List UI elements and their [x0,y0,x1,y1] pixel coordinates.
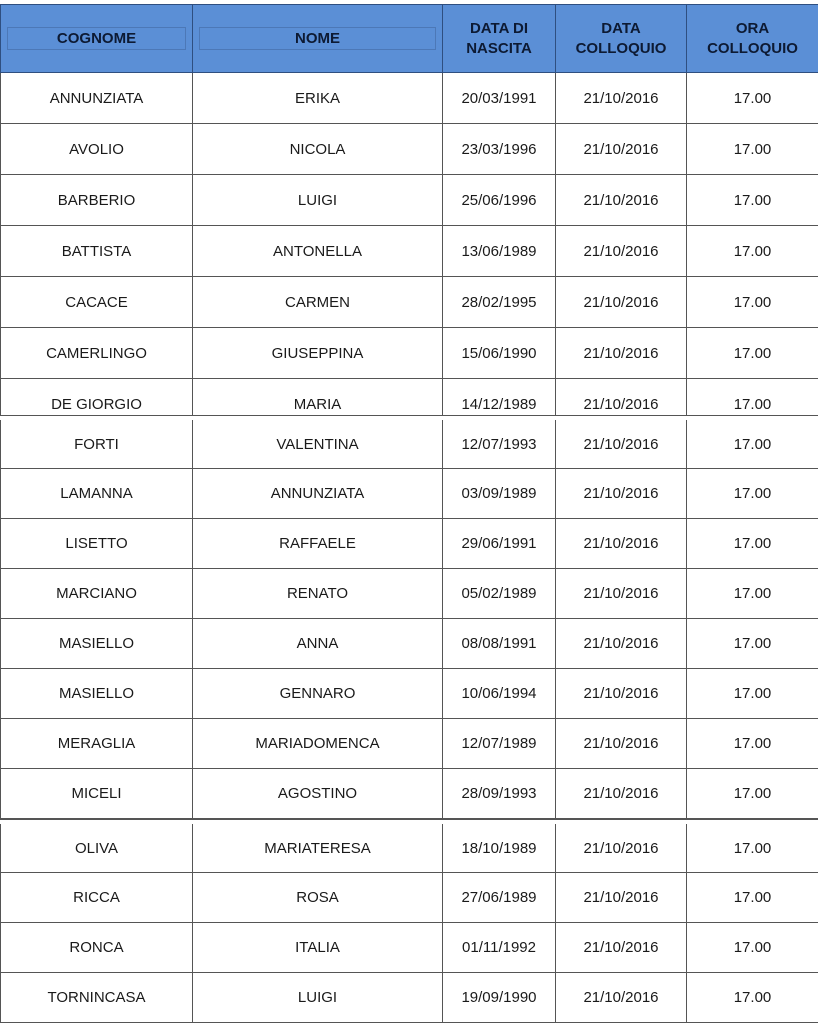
cell-data-nascita: 18/10/1989 [443,824,556,873]
cell-nome: VALENTINA [193,420,443,469]
table-header [0,4,818,73]
table-row [0,519,818,569]
cell-nome: ANTONELLA [193,226,443,277]
table-row [0,719,818,769]
cell-data-colloquio: 21/10/2016 [556,769,687,819]
cell-ora-colloquio: 17.00 [687,328,818,379]
cell-data-colloquio: 21/10/2016 [556,469,687,519]
cell-data-nascita: 03/09/1989 [443,469,556,519]
cell-ora-colloquio: 17.00 [687,175,818,226]
cell-data-nascita: 19/09/1990 [443,973,556,1023]
cell-ora-colloquio: 17.00 [687,124,818,175]
cell-nome: AGOSTINO [193,769,443,819]
cell-data-nascita: 14/12/1989 [443,379,556,415]
cell-nome: ITALIA [193,923,443,973]
cell-data-colloquio: 21/10/2016 [556,619,687,669]
cell-data-nascita: 28/09/1993 [443,769,556,819]
cell-data-colloquio: 21/10/2016 [556,973,687,1023]
table-row [0,619,818,669]
cell-ora-colloquio: 17.00 [687,873,818,923]
cell-data-colloquio: 21/10/2016 [556,873,687,923]
cell-ora-colloquio: 17.00 [687,73,818,124]
cell-cognome: ANNUNZIATA [1,73,193,124]
cell-cognome: RICCA [1,873,193,923]
table-row [0,973,818,1023]
table-row [0,328,818,379]
cell-nome: LUIGI [193,175,443,226]
cell-cognome: FORTI [1,420,193,469]
cell-ora-colloquio: 17.00 [687,226,818,277]
cell-ora-colloquio: 17.00 [687,519,818,569]
cell-ora-colloquio: 17.00 [687,277,818,328]
cell-nome: MARIATERESA [193,824,443,873]
cell-cognome: AVOLIO [1,124,193,175]
cell-ora-colloquio: 17.00 [687,973,818,1023]
table-row [0,469,818,519]
cell-ora-colloquio: 17.00 [687,769,818,819]
cell-cognome: CAMERLINGO [1,328,193,379]
cell-nome: ANNUNZIATA [193,469,443,519]
table-row [0,569,818,619]
table-row [0,277,818,328]
cell-data-colloquio: 21/10/2016 [556,226,687,277]
table-row [0,769,818,819]
cell-ora-colloquio: 17.00 [687,619,818,669]
cell-data-colloquio: 21/10/2016 [556,569,687,619]
cell-data-nascita: 28/02/1995 [443,277,556,328]
cell-cognome: BATTISTA [1,226,193,277]
table-row [0,226,818,277]
cell-ora-colloquio: 17.00 [687,719,818,769]
cell-cognome: MICELI [1,769,193,819]
cell-data-colloquio: 21/10/2016 [556,73,687,124]
cell-cognome: LISETTO [1,519,193,569]
cell-data-nascita: 13/06/1989 [443,226,556,277]
cell-cognome: MASIELLO [1,669,193,719]
cell-data-colloquio: 21/10/2016 [556,277,687,328]
cell-data-nascita: 12/07/1989 [443,719,556,769]
cell-nome: RAFFAELE [193,519,443,569]
cell-data-nascita: 25/06/1996 [443,175,556,226]
header-nome: NOME [193,5,443,73]
cell-data-nascita: 27/06/1989 [443,873,556,923]
header-data-colloquio: DATA COLLOQUIO [556,5,687,73]
cell-data-colloquio: 21/10/2016 [556,824,687,873]
table-row [0,923,818,973]
cell-nome: NICOLA [193,124,443,175]
table-row [0,873,818,923]
cell-cognome: MASIELLO [1,619,193,669]
cell-ora-colloquio: 17.00 [687,824,818,873]
table-row [0,73,818,124]
header-cognome: COGNOME [1,5,193,73]
cell-ora-colloquio: 17.00 [687,923,818,973]
cell-ora-colloquio: 17.00 [687,669,818,719]
cell-data-nascita: 15/06/1990 [443,328,556,379]
table-row [0,379,818,415]
cell-ora-colloquio: 17.00 [687,469,818,519]
cell-data-colloquio: 21/10/2016 [556,420,687,469]
cell-cognome: MARCIANO [1,569,193,619]
cell-data-nascita: 10/06/1994 [443,669,556,719]
table-row [0,420,818,469]
cell-data-nascita: 05/02/1989 [443,569,556,619]
cell-nome: GENNARO [193,669,443,719]
cell-data-colloquio: 21/10/2016 [556,328,687,379]
cell-nome: ANNA [193,619,443,669]
header-ora-colloquio: ORA COLLOQUIO [687,5,818,73]
cell-data-colloquio: 21/10/2016 [556,175,687,226]
cell-nome: GIUSEPPINA [193,328,443,379]
cell-cognome: CACACE [1,277,193,328]
candidate-table [0,4,818,1023]
cell-nome: MARIADOMENCA [193,719,443,769]
cell-ora-colloquio: 17.00 [687,569,818,619]
cell-data-nascita: 20/03/1991 [443,73,556,124]
cell-data-colloquio: 21/10/2016 [556,519,687,569]
table-row [0,824,818,873]
cell-nome: LUIGI [193,973,443,1023]
table-row [0,175,818,226]
cell-data-nascita: 12/07/1993 [443,420,556,469]
table-row [0,124,818,175]
cell-data-nascita: 23/03/1996 [443,124,556,175]
cell-nome: ROSA [193,873,443,923]
cell-cognome: OLIVA [1,824,193,873]
cell-cognome: DE GIORGIO [1,379,193,415]
cell-cognome: TORNINCASA [1,973,193,1023]
cell-ora-colloquio: 17.00 [687,379,818,415]
cell-data-colloquio: 21/10/2016 [556,669,687,719]
cell-data-colloquio: 21/10/2016 [556,124,687,175]
cell-nome: ERIKA [193,73,443,124]
cell-cognome: LAMANNA [1,469,193,519]
cell-data-nascita: 29/06/1991 [443,519,556,569]
cell-data-colloquio: 21/10/2016 [556,719,687,769]
cell-nome: CARMEN [193,277,443,328]
cell-data-colloquio: 21/10/2016 [556,379,687,415]
table-row [0,669,818,719]
cell-nome: RENATO [193,569,443,619]
cell-cognome: RONCA [1,923,193,973]
cell-cognome: BARBERIO [1,175,193,226]
header-data-nascita: DATA DI NASCITA [443,5,556,73]
cell-data-nascita: 08/08/1991 [443,619,556,669]
cell-data-colloquio: 21/10/2016 [556,923,687,973]
cell-data-nascita: 01/11/1992 [443,923,556,973]
cell-cognome: MERAGLIA [1,719,193,769]
cell-nome: MARIA [193,379,443,415]
cell-ora-colloquio: 17.00 [687,420,818,469]
